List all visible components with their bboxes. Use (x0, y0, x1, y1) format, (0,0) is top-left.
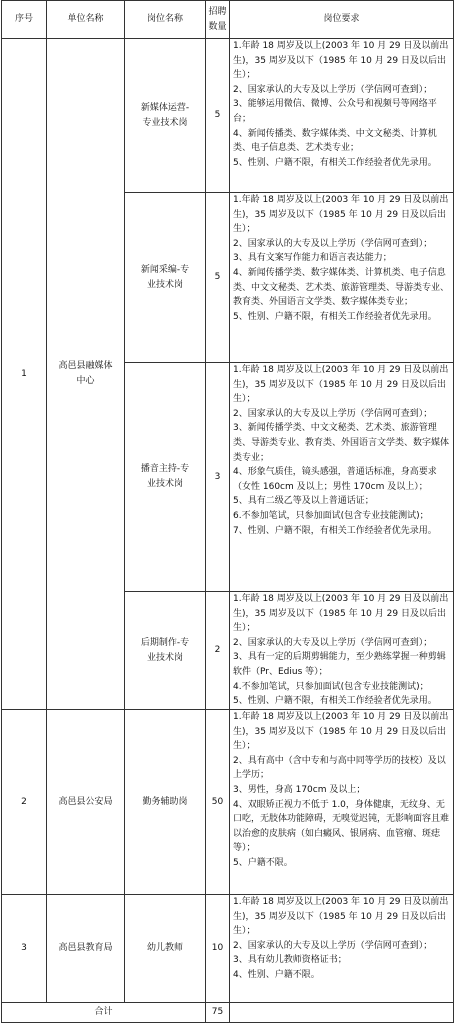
post-name-cell: 播音主持-专 业技术岗 (125, 363, 206, 592)
post-name-cell: 幼儿教师 (125, 895, 206, 1003)
total-label: 合计 (2, 1003, 206, 1023)
requirement-line: 2、国家承认的大专及以上学历（学信网可查到）； (233, 408, 433, 419)
post-name-cell: 新媒体运营- 专业技术岗 (125, 39, 206, 193)
requirements-cell (230, 363, 454, 592)
table-row (2, 39, 454, 193)
requirement-line: 1.年龄 18 周岁及以上(2003 年 10 月 29 日及以前出生)，35 周岁及以下（1985 年 10 月 29 日及以后出生）； (233, 897, 449, 937)
header-unit: 单位名称 (47, 1, 125, 39)
count-cell: 5 (206, 193, 230, 363)
requirement-line: 3、具有文案写作能力和语言表达能力； (233, 253, 392, 264)
unit-name-cell: 高邑县融媒体 中心 (47, 39, 125, 710)
count-cell: 10 (206, 895, 230, 1003)
requirement-line: 1.年龄 18 周岁及以上(2003 年 10 月 29 日及以前出生)，35 周岁及以下（1985 年 10 月 29 日及以后出生）； (233, 712, 449, 752)
requirement-line: 1.年龄 18 周岁及以上(2003 年 10 月 29 日及以前出生)，35 周岁及以下（1985 年 10 月 29 日及以后出生）； (233, 41, 449, 81)
requirement-line: 5、性别、户籍不限，有相关工作经验者优先录用。 (233, 696, 437, 707)
total-row (2, 1003, 454, 1023)
requirements-cell (230, 710, 454, 895)
post-name-cell: 后期制作-专 业技术岗 (125, 592, 206, 710)
requirement-line: 3、能够运用微信、微博、公众号和视频号等网络平台； (233, 99, 437, 124)
seq-cell: 1 (2, 39, 47, 710)
header-requirements: 岗位要求 (230, 1, 454, 39)
requirement-line: 3、具有幼儿教师资格证书； (233, 955, 347, 966)
requirement-line: 7、性别、户籍不限，有相关工作经验者优先录用。 (233, 525, 437, 536)
table-row (2, 710, 454, 895)
unit-name-cell: 高邑县公安局 (47, 710, 125, 895)
header-count: 招聘 数量 (206, 1, 230, 39)
count-cell: 2 (206, 592, 230, 710)
requirement-line: 4、新闻传播学类、数字媒体类、计算机类、电子信息类、中文文秘类、艺术类、旅游管理类、导游类专业、教育类、外国语言文学类、数字媒体类专业； (233, 267, 450, 308)
requirement-line: 3、新闻传播学类、中文文秘类、艺术类、旅游管理类、导游类专业、教育类、外国语言文学类、数字媒体类专业； (233, 423, 450, 463)
post-name-cell: 勤务辅助岗 (125, 710, 206, 895)
requirement-line: 2、具有高中（含中专和与高中同等学历的技校）及以上学历； (233, 755, 446, 781)
seq-cell: 3 (2, 895, 47, 1003)
header-row (2, 1, 454, 39)
requirement-line: 5、具有二级乙等及以上普通话证； (233, 496, 374, 507)
requirements-cell (230, 193, 454, 363)
requirements-cell (230, 592, 454, 710)
count-cell: 3 (206, 363, 230, 592)
requirement-line: 4、形象气质佳，镜头感强，普通话标准，身高要求（女性 160cm 及以上；男性 170cm 及以上）； (233, 467, 437, 492)
requirement-line: 1.年龄 18 周岁及以上(2003 年 10 月 29 日及以前出生)，35 周岁及以下（1985 年 10 月 29 日及以后出生）； (233, 195, 449, 235)
total-empty-cell (230, 1003, 454, 1023)
requirement-line: 2、国家承认的大专及以上学历（学信网可查到）； (233, 637, 433, 648)
table-row (2, 895, 454, 1003)
header-post: 岗位名称 (125, 1, 206, 39)
requirement-line: 3、男性，身高 170cm 及以上； (233, 784, 366, 795)
requirement-line: 2、国家承认的大专及以上学历（学信网可查到）； (233, 940, 433, 951)
requirement-line: 6.不参加笔试，只参加面试(包含专业技能测试)； (233, 510, 429, 521)
requirement-line: 4、双眼矫正视力不低于 1.0，身体健康，无纹身、无口吃，无肢体功能障碍，无嗅觉迟钝，无影响面容且难以治愈的皮肤病（如白癜风、银屑病、血管瘤、斑痣等）； (233, 799, 450, 854)
requirement-line: 3、具有一定的后期剪辑能力，至少熟练掌握一种剪辑软件（Pr、Edius 等）； (233, 652, 446, 677)
requirement-line: 5、性别、户籍不限，有相关工作经验者优先录用。 (233, 311, 437, 322)
post-name-cell: 新闻采编-专 业技术岗 (125, 193, 206, 363)
total-count: 75 (206, 1003, 230, 1023)
requirement-line: 5、户籍不限。 (233, 857, 293, 868)
requirement-line: 2、国家承认的大专及以上学历（学信网可查到）； (233, 238, 433, 249)
requirement-line: 1.年龄 18 周岁及以上(2003 年 10 月 29 日及以前出生)，35 周岁及以下（1985 年 10 月 29 日及以后出生）； (233, 365, 449, 405)
count-cell: 50 (206, 710, 230, 895)
requirement-line: 4、新闻传播类、数字媒体类、中文文秘类、计算机类、电子信息类、艺术类专业； (233, 128, 437, 154)
count-cell: 5 (206, 39, 230, 193)
requirement-line: 5、性别、户籍不限，有相关工作经验者优先录用。 (233, 157, 437, 168)
requirement-line: 1.年龄 18 周岁及以上(2003 年 10 月 29 日及以前出生)，35 周岁及以下（1985 年 10 月 29 日及以后出生）； (233, 594, 449, 634)
requirements-cell (230, 39, 454, 193)
unit-name-cell: 高邑县教育局 (47, 895, 125, 1003)
requirement-line: 2、国家承认的大专及以上学历（学信网可查到）； (233, 84, 433, 95)
seq-cell: 2 (2, 710, 47, 895)
header-seq: 序号 (2, 1, 47, 39)
requirements-cell (230, 895, 454, 1003)
requirement-line: 4、性别、户籍不限。 (233, 969, 320, 980)
requirement-line: 4.不参加笔试，只参加面试(包含专业技能测试)； (233, 681, 429, 692)
recruitment-table (1, 0, 454, 1023)
